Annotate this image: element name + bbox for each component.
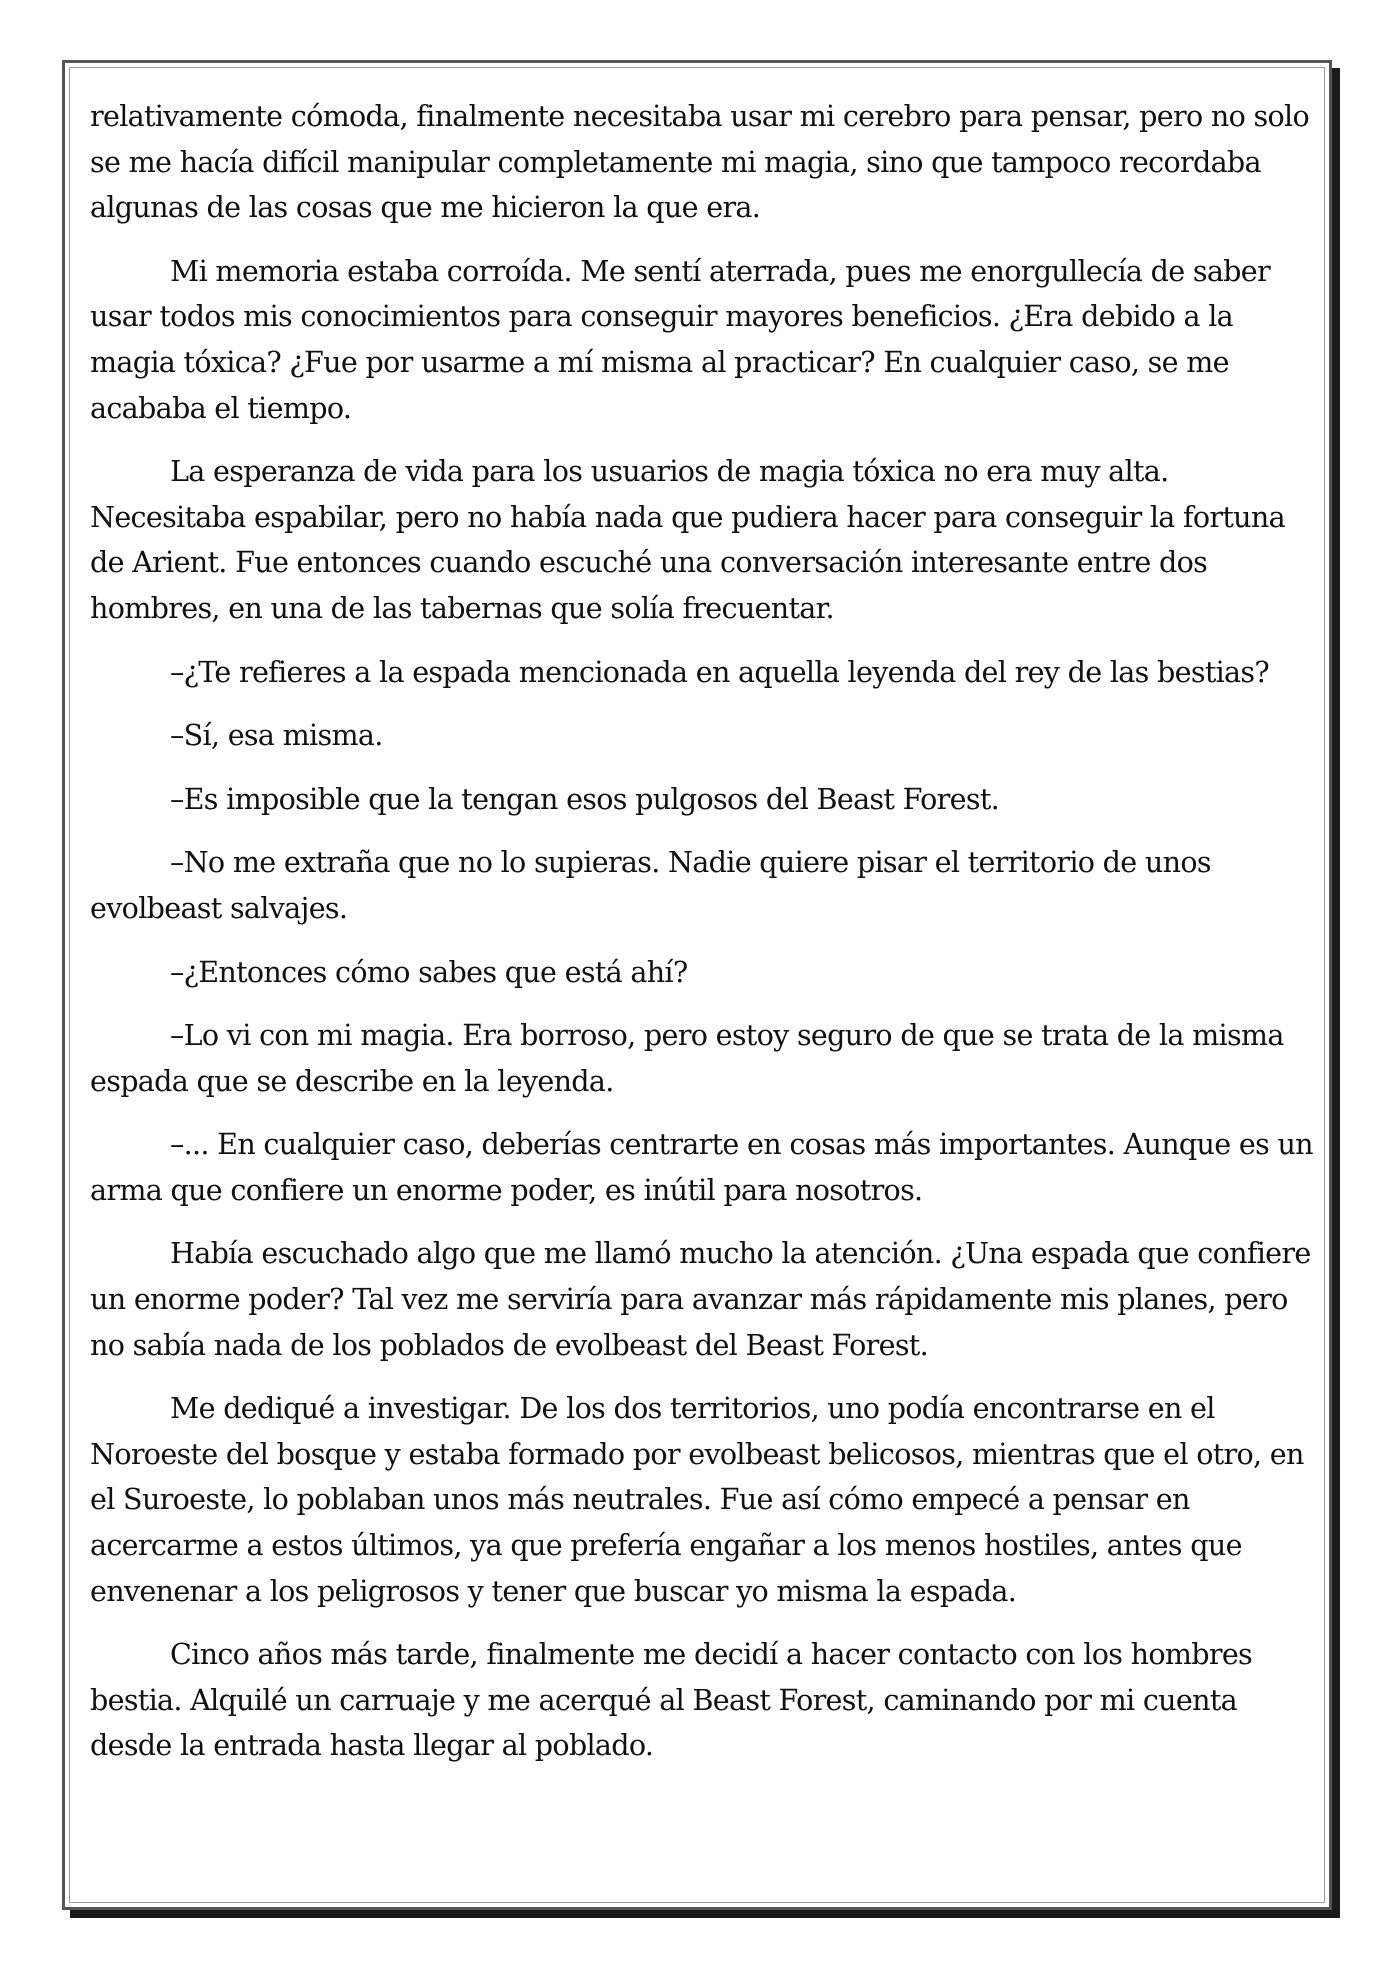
- dialogue-line: –Sí, esa misma.: [170, 718, 383, 753]
- dialogue-line: –... En cualquier caso, deberías centrarte en cosas más importantes. Aunque es un arma que confiere un enorme poder, es inútil para nosotros.: [90, 1127, 1313, 1207]
- text-body: [90, 94, 1320, 1787]
- dialogue-line: –No me extraña que no lo supieras. Nadie quiere pisar el territorio de unos evolbeast salvajes.: [90, 845, 1211, 925]
- paragraph: Cinco años más tarde, finalmente me decidí a hacer contacto con los hombres bestia. Alquilé un carruaje y me acerqué al Beast Forest, caminando por mi cuenta desde la entrada hasta llegar al poblado.: [90, 1637, 1253, 1763]
- paragraph: Me dediqué a investigar. De los dos territorios, uno podía encontrarse en el Noroeste del bosque y estaba formado por evolbeast belicosos, mientras que el otro, en el Suroeste, lo poblaban unos más neutrales. Fue así cómo empecé a pensar en acercarme a estos últimos, ya que prefería engañar a los menos hostiles, antes que envenenar a los peligrosos y tener que buscar yo misma la espada.: [90, 1391, 1304, 1608]
- paragraph: La esperanza de vida para los usuarios de magia tóxica no era muy alta. Necesitaba espabilar, pero no había nada que pudiera hacer para conseguir la fortuna de Arient. Fue entonces cuando escuché una conversación interesante entre dos hombres, en una de las tabernas que solía frecuentar.: [90, 454, 1285, 625]
- dialogue-line: –¿Entonces cómo sabes que está ahí?: [170, 954, 688, 989]
- dialogue-line: –¿Te refieres a la espada mencionada en aquella leyenda del rey de las bestias?: [170, 654, 1270, 689]
- dialogue-line: –Es imposible que la tengan esos pulgosos del Beast Forest.: [170, 781, 1000, 816]
- paragraph: Mi memoria estaba corroída. Me sentí aterrada, pues me enorgullecía de saber usar todos mis conocimientos para conseguir mayores beneficios. ¿Era debido a la magia tóxica? ¿Fue por usarme a mí misma al practicar? En cualquier caso, se me acababa el tiempo.: [90, 253, 1270, 425]
- paragraph: Había escuchado algo que me llamó mucho la atención. ¿Una espada que confiere un enorme poder? Tal vez me serviría para avanzar más rápidamente mis planes, pero no sabía nada de los poblados de evolbeast del Beast Forest.: [90, 1236, 1311, 1362]
- paragraph: relativamente cómoda, finalmente necesitaba usar mi cerebro para pensar, pero no solo se me hacía difícil manipular completamente mi magia, sino que tampoco recordaba algunas de las cosas que me hicieron la que era.: [90, 99, 1309, 225]
- page-inner-border: [69, 67, 1325, 1903]
- dialogue-line: –Lo vi con mi magia. Era borroso, pero estoy seguro de que se trata de la misma espada que se describe en la leyenda.: [90, 1018, 1284, 1098]
- page-frame: [62, 60, 1332, 1910]
